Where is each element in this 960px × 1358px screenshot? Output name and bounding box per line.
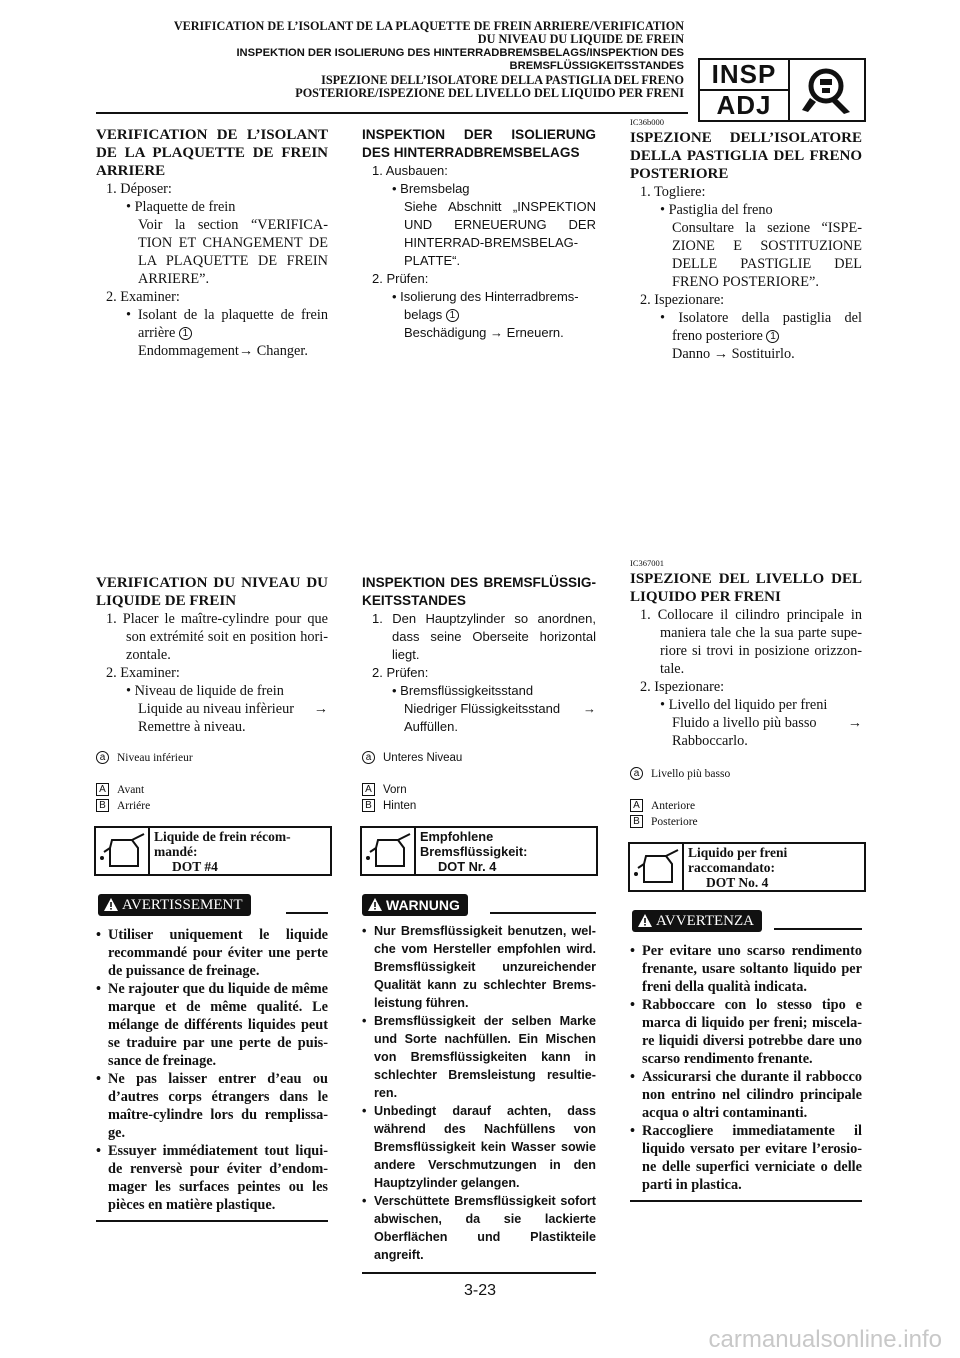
fr-insulator-section — [96, 126, 328, 360]
text-line: Liquide au niveau infèrieur → — [138, 701, 328, 717]
section-badge — [698, 58, 866, 122]
bullet-item: • Niveau de liquide de frein — [126, 683, 284, 699]
it-legend-A: A Anteriore — [630, 798, 695, 814]
warning-item: • Bremsflüssigkeit der selben Marke und Sorte nachfüllen. Ein Mischen von Bremsflüssigkeiten kann in schlechter Bremsleistung resultie-ren. — [362, 1014, 596, 1100]
page-number: 3-23 — [464, 1282, 497, 1299]
section-code: IC36b000 — [630, 117, 664, 127]
warning-item: • Assicurarsi che durante il rabbocco non entrino nel cilindro principale acqua o altri contaminanti. — [630, 1069, 862, 1121]
warning-item: • Per evitare uno scarso rendimento frenante, usare soltanto liquido per freni della qualità indicata. — [630, 943, 862, 995]
section-title: LIQUIDE DE FREIN — [96, 593, 237, 609]
text-line: TION ET CHANGEMENT DE — [138, 235, 328, 251]
text-line: riore si trovi in posizione orizzon- — [660, 643, 862, 659]
warning-item: • Ne pas laisser entrer d’eau ou d’autres corps étrangers dans le maître-cylindre lors du remplissa-ge. — [96, 1071, 328, 1141]
warning-item: • Verschüttete Bremsflüssigkeit sofort abwischen, da sie lackierte Oberflächen und Plastikteile angreift. — [362, 1194, 596, 1262]
section-title: KEITSSTANDES — [362, 593, 466, 608]
bullet-item: • Livello del liquido per freni — [660, 697, 828, 713]
text-line: DELLE PASTIGLIE DEL — [672, 256, 862, 272]
bullet-item: • Bremsbelag — [392, 181, 470, 196]
text-line: Danno → Sostituirlo. — [672, 346, 795, 362]
text-line: ARRIERE”. — [138, 271, 210, 287]
warning-item: • Unbedingt darauf achten, dass während des Nachfüllens von Bremsflüssigkeit kein Wasser sowie andere Verschmutzungen in den Hauptzylinder gelangen. — [362, 1104, 596, 1190]
section-title: DES HINTERRADBREMSBELAGS — [362, 145, 580, 160]
step: 1. Placer le maître-cylindre pour que — [106, 611, 328, 627]
header-line: POSTERIORE/ISPEZIONE DEL LIVELLO DEL LIQUIDO PER FRENI — [295, 86, 684, 101]
text-line: Auffüllen. — [404, 719, 458, 734]
text-line: Voir la section “VERIFICA- — [138, 217, 328, 233]
warning-item: • Rabboccare con lo stesso tipo e marca di liquido per freni; miscela-re liquidi diversi potrebbe dare uno scarso rendimento frenante. — [630, 997, 862, 1067]
de-recommended-fluid-box — [360, 826, 598, 876]
warning-rule — [490, 912, 596, 914]
section-code: IC367001 — [630, 558, 664, 568]
fr-warning-list — [96, 926, 328, 1214]
section-title: INSPEKTION DER ISOLIERUNG — [362, 127, 596, 142]
section-title: INSPEKTION DES BREMSFLÜSSIG- — [362, 575, 596, 590]
section-end-rule — [96, 1220, 328, 1222]
section-title: ARRIERE — [96, 163, 166, 179]
header-line: VERIFICATION DE L’ISOLANT DE LA PLAQUETTE DE FREIN ARRIERE/VERIFICATION — [173, 19, 684, 33]
running-header — [90, 20, 684, 100]
text-line: Rabboccarlo. — [672, 733, 748, 749]
text-line: freno posteriore 1 — [630, 327, 862, 345]
step: 2. Ispezionare: — [640, 292, 725, 308]
text-line: Remettre à niveau. — [138, 719, 246, 735]
section-title: ISPEZIONE DEL LIVELLO DEL — [630, 571, 862, 587]
header-line: DU NIVEAU DU LIQUIDE DE FREIN — [477, 32, 684, 47]
step: 2. Prüfen: — [372, 271, 429, 286]
text-line: Beschädigung → Erneuern. — [404, 325, 564, 340]
step: 1. Den Hauptzylinder so anordnen, — [372, 611, 596, 626]
section-title: POSTERIORE — [630, 166, 729, 182]
text-line: Consultare la sezione “ISPE- — [672, 220, 862, 236]
fr-fluid-level-section — [96, 574, 328, 736]
text-line: HINTERRAD-BREMSBELAG- — [404, 235, 579, 250]
header-line: ISPEZIONE DELL’ISOLATORE DELLA PASTIGLIA DEL FRENO — [321, 72, 684, 87]
section-title: DELLA PASTIGLIA DEL FRENO — [630, 148, 862, 164]
text-line: FRENO POSTERIORE”. — [672, 274, 819, 290]
it-legend-B: B Posteriore — [630, 814, 698, 830]
step: 2. Examiner: — [106, 665, 180, 681]
badge-insp: INSP — [700, 60, 788, 91]
oil-can-icon — [362, 828, 416, 874]
warning-icon — [368, 898, 382, 911]
section-title: ISPEZIONE DELL’ISOLATORE — [630, 130, 862, 146]
section-title: DE LA PLAQUETTE DE FREIN — [96, 145, 328, 161]
text-line: UND ERNEUERUNG DER — [404, 217, 596, 232]
text-line: son extrémité soit en position hori- — [126, 629, 328, 645]
it-insulator-section — [630, 129, 862, 363]
section-title: VERIFICATION DU NIVEAU DU — [96, 575, 328, 591]
bullet-item: • Plaquette de frein — [126, 199, 236, 215]
bullet-item: • Isolant de la plaquette de frein — [126, 307, 328, 323]
step: 2. Ispezionare: — [640, 679, 725, 695]
callout-marker: 1 — [446, 309, 459, 322]
section-end-rule — [630, 1200, 862, 1202]
callout-marker: 1 — [179, 327, 192, 340]
section-title: LIQUIDO PER FRENI — [630, 589, 781, 605]
warning-icon — [104, 898, 118, 911]
warning-item: • Nur Bremsflüssigkeit benutzen, wel-che vom Hersteller empfohlen wird. Bremsflüssigkeit unzureichender Qualität kann zu schlechter Brems-leistung führen. — [362, 924, 596, 1010]
section-end-rule — [362, 1272, 596, 1274]
header-line: INSPEKTION DER ISOLIERUNG DES HINTERRADBREMSBELAGS/INSPEKTION DES — [236, 46, 684, 59]
fr-legend-a: a Niveau inférieur — [96, 750, 193, 766]
warning-item: • Ne rajouter que du liquide de même marque et de même qualité. Le mélange de différents liquides peut se traduire par une perte de puis-sance de freinage. — [96, 981, 328, 1069]
warning-item: • Utiliser uniquement le liquide recommandé pour éviter une perte de puissance de freinage. — [96, 927, 328, 979]
text-line: arrière 1 — [96, 324, 328, 342]
it-fluid-level-section — [630, 570, 862, 750]
text-line: Endommagement→ Changer. — [138, 343, 308, 359]
watermark-link[interactable]: carmanualsonline.info — [708, 1326, 942, 1353]
it-legend-a: a Livello più basso — [630, 766, 730, 782]
text-line: Siehe Abschnitt „INSPEKTION — [404, 199, 596, 214]
it-warning-list — [630, 942, 862, 1194]
step: 1. Déposer: — [106, 181, 172, 197]
de-warning-list — [362, 922, 596, 1264]
fr-legend-B: B Arriére — [96, 798, 150, 814]
text-line: liegt. — [392, 647, 420, 662]
step: 2. Prüfen: — [372, 665, 429, 680]
de-fluid-level-section — [362, 574, 596, 736]
warning-item: • Essuyer immédiatement tout liqui-de renversè pour éviter d’endom-mager les surfaces peintes ou les pièces en matière plastique. — [96, 1143, 328, 1213]
text-line: ZIONE E SOSTITUZIONE — [672, 238, 862, 254]
fluid-spec: Liquido per freni raccomandato: DOT No. 4 — [688, 845, 788, 890]
fr-legend-A: A Avant — [96, 782, 144, 798]
badge-adj: ADJ — [716, 90, 772, 120]
it-warning-label: AVVERTENZA — [632, 910, 762, 932]
header-line: BREMSFLÜSSIGKEITSSTANDES — [509, 60, 684, 73]
warning-rule — [286, 912, 328, 914]
de-legend-a: a Unteres Niveau — [362, 750, 462, 766]
text-line: maniera tale che la sua parte supe- — [660, 625, 862, 641]
bullet-item: • Isolatore della pastiglia del — [660, 310, 862, 326]
fluid-spec: Empfohlene Bremsflüssigkeit: DOT Nr. 4 — [420, 829, 528, 874]
step: 1. Togliere: — [640, 184, 706, 200]
de-legend-B: B Hinten — [362, 798, 416, 814]
text-line: tale. — [660, 661, 685, 677]
oil-can-icon — [630, 844, 684, 890]
oil-can-icon — [96, 828, 150, 874]
de-legend-A: A Vorn — [362, 782, 407, 798]
warning-rule — [774, 928, 862, 930]
it-recommended-fluid-box — [628, 842, 866, 892]
fr-recommended-fluid-box — [94, 826, 332, 876]
text-line: dass seine Oberseite horizontal — [392, 629, 596, 644]
text-line: Niedriger Flüssigkeitsstand → — [404, 701, 596, 716]
text-line: PLATTE“. — [404, 253, 461, 268]
step: 1. Collocare il cilindro principale in — [640, 607, 862, 623]
callout-marker: 1 — [766, 330, 779, 343]
text-line: Fluido a livello più basso → — [672, 715, 862, 731]
text-line: belags 1 — [362, 306, 596, 324]
section-title: VERIFICATION DE L’ISOLANT — [96, 127, 328, 143]
text-line: zontale. — [126, 647, 171, 663]
bullet-item: • Isolierung des Hinterradbrems- — [392, 289, 579, 304]
step: 1. Ausbauen: — [372, 163, 448, 178]
header-rule — [96, 112, 688, 114]
warning-icon — [638, 914, 652, 927]
fluid-spec: Liquide de frein récom- mandé: DOT #4 — [154, 829, 291, 874]
de-warning-label: WARNUNG — [362, 894, 468, 916]
step: 2. Examiner: — [106, 289, 180, 305]
fr-warning-label: AVERTISSEMENT — [98, 894, 251, 916]
bullet-item: • Pastiglia del freno — [660, 202, 773, 218]
wrench-gauge-icon — [796, 64, 858, 116]
warning-item: • Raccogliere immediatamente il liquido versato per evitare l’erosio-ne delle superfici verniciate o delle parti in plastica. — [630, 1123, 862, 1193]
text-line: LA PLAQUETTE DE FREIN — [138, 253, 328, 269]
bullet-item: • Bremsflüssigkeitsstand — [392, 683, 534, 698]
de-insulator-section — [362, 126, 596, 342]
